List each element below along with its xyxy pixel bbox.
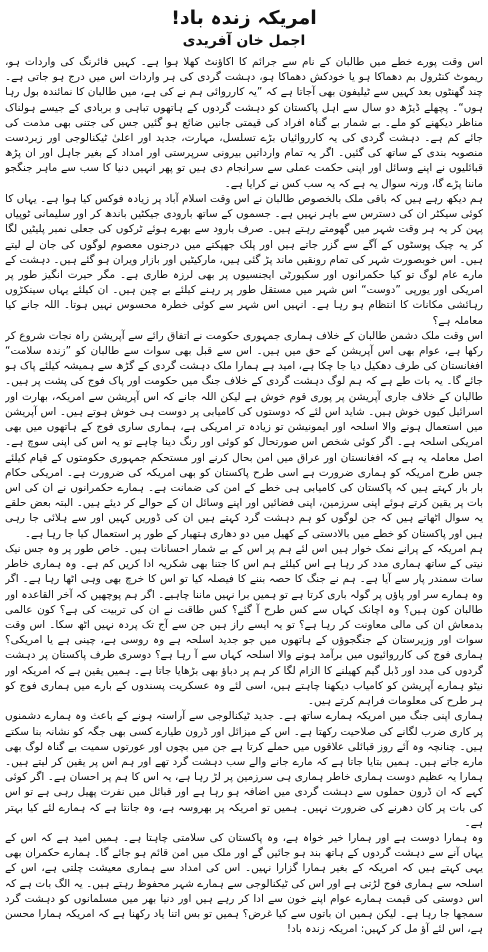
article-paragraph: ہم دیکھ رہے ہیں کہ باقی ملک بالخصوص طالبان نے اس وقت اسلام آباد پر زیادہ فوکس کیا ہوا ہے۔ یہاں کا کوئی سیکٹر ان کی دسترس سے باہر نہیں ہے۔ جسموں کے ساتھ بارودی جیکٹیں باندھ کر اور سلیمانی ٹوپیاں پہن کر یہ ہر وقت شہر میں گھومتے رہتے ہیں۔ صرف بارود سے بھرے ہوئے ٹرکوں کی جعلی نمبر پلیٹیں لگا کر یہ چیک پوسٹوں کے آگے سے گزر جاتے ہیں اور پلک جھپکتے میں درجنوں معصوم لوگوں کی جان لے لیتے ہیں۔ اس خوبصورت شہر کی تمام رونقیں ماند پڑ گئی ہیں، مارکیٹیں اور بازار ویران ہو گئے ہیں۔ دہشت کے مارے عام لوگ تو کیا حکمرانوں اور سکیورٹی ایجنسیوں پر بھی لرزہ طاری ہے۔ مگر حیرت انگیز طور پر امریکی اور یورپی ”دوست“ اس شہر میں مستقل طور پر رہنے کیلئے بے چین ہیں۔ ان کیلئے یہاں سینکڑوں رہائشی مکانات کا انتظام ہو رہا ہے۔ انہیں اس شہر سے کوئی خطرہ محسوس نہیں ہوتا۔ اللہ جانے کیا معاملہ ہے؟ xyxy=(5,192,483,327)
article-paragraph: وہ ہمارا دوست ہے اور ہمارا خیر خواہ ہے، وہ پاکستان کی سلامتی چاہتا ہے۔ ہمیں امید ہے کہ اس کے یہاں آنے سے دہشت گردوں کے ہاتھ بند ہو جائیں گے اور ملک میں امن قائم ہو جائے گا۔ ہمارے حکمران بھی یہی کہتے ہیں کہ امریکہ کے بغیر ہمارا گزارا نہیں۔ اس کی امداد سے ہماری معیشت چلتی ہے، اس کے اسلحہ سے ہماری فوج لڑتی ہے اور اس کی ٹیکنالوجی سے ہمارے شہر محفوظ رہتے ہیں۔ یہ الگ بات ہے کہ اس دوستی کی قیمت ہمارے عوام اپنے خون سے ادا کر رہے ہیں اور دنیا بھر میں مسلمانوں کو دہشت گرد سمجھا جا رہا ہے۔ لیکن ہمیں ان باتوں سے کیا غرض؟ ہمیں تو بس اتنا یاد رکھنا ہے کہ امریکہ ہمارا محسن ہے، اس لئے آؤ مل کر کہیں: امریکہ زندہ باد! xyxy=(5,832,483,936)
article-title: امریکہ زندہ باد! xyxy=(171,7,317,29)
article-paragraph: ہم امریکہ کے پرانے نمک خوار ہیں اس لئے ہم پر اس کے بے شمار احسانات ہیں۔ خاص طور پر وہ جس نیک نیتی کے ساتھ ہماری مدد کر رہا ہے اس کیلئے ہم اس کا جتنا بھی شکریہ ادا کریں کم ہے۔ وہ ہماری خاطر سات سمندر پار سے آیا ہے۔ ہم نے جنگ کا حصہ بننے کا فیصلہ کیا تو اس کا خرچ بھی وہی اٹھا رہا ہے۔ اگر وہ ہمارے سر اور پاؤں پر گولہ باری کرتا ہے تو ہمیں برا نہیں ماننا چاہیے۔ اگر ہم پوچھیں کہ آخر القاعدہ اور طالبان کون ہیں؟ وہ اچانک کہاں سے کس طرح آ گئے؟ کس طاقت نے ان کی تربیت کی ہے؟ کون عالمی بدمعاش ان کی مالی معاونت کر رہا ہے؟ تو یہ ایسے راز ہیں جن سے آج تک پردہ نہیں اٹھ سکا۔ اس وقت سوات اور وزیرستان کے جنگجوؤں کے ہاتھوں میں جو جدید اسلحہ ہے وہ روسی ہے، چینی ہے یا امریکی؟ ہماری فوج کی کارروائیوں میں برآمد ہونے والا اسلحہ کہاں سے آ رہا ہے؟ دوسری طرف پاکستان پر دہشت گردوں کی مدد اور ڈبل گیم کھیلنے کا الزام لگا کر ہم پر دباؤ بھی بڑھایا جاتا ہے۔ ہمیں یقین ہے کہ امریکہ اور نیٹو ہمارے آپریشن کو کامیاب دیکھنا چاہتے ہیں، اسی لئے وہ عسکریت پسندوں کے بارے میں ہماری فوج کو ہر طرح کی معلومات فراہم کرتے ہیں۔ xyxy=(5,542,483,708)
article-paragraph: اس وقت ملک دشمن طالبان کے خلاف ہماری جمہوری حکومت نے اتفاق رائے سے آپریشن راہ نجات شروع کر رکھا ہے، عوام بھی اس آپریشن کے حق میں ہیں۔ اس سے قبل بھی سوات سے طالبان کو ”زندہ سلامت“ افغانستان کی طرف دھکیل دیا جا چکا ہے، امید ہے ہمارا ملک دہشت گردی کے گڑھ سے ہمیشہ کیلئے پاک ہو جائے گا۔ یہ بات طے ہے کہ ہم لوگ دہشت گردی کے خلاف جنگ میں حکومت اور پاک فوج کی پشت پر ہیں۔ طالبان کے خلاف جاری آپریشن پر پوری قوم خوش ہے لیکن اللہ جانے کہ اس آپریشن سے امریکہ، بھارت اور اسرائیل کیوں خوش ہیں۔ شاید اس لئے کہ دوستوں کی کامیابی پر دوست ہی خوش ہوتے ہیں۔ اس آپریشن میں استعمال ہونے والا اسلحہ اور ایمونیشن تو زیادہ تر امریکی ہے، ہماری ساری فوج کے ہاتھوں میں بھی امریکی اسلحہ ہے۔ اگر کوئی شخص اس صورتحال کو کوئی اور رنگ دینا چاہے تو یہ اس کی اپنی سوچ ہے۔ اصل معاملہ یہ ہے کہ افغانستان اور عراق میں امن بحال کرنے اور مستحکم جمہوری حکومتوں کے قیام کیلئے جس طرح امریکہ کو ہماری ضرورت ہے اسی طرح پاکستان کو بھی امریکہ کی ضرورت ہے۔ امریکی حکام بار بار کہتے ہیں کہ پاکستان کی کامیابی ہی خطے کے امن کی ضمانت ہے۔ ہمارے حکمرانوں نے ان کی اس بات پر یقین کرتے ہوئے اپنی سرزمین، اپنی فضائیں اور اپنے وسائل ان کے حوالے کر دیئے ہیں۔ البتہ بعض حلقے یہ سوال اٹھاتے ہیں کہ جن لوگوں کو ہم دہشت گرد کہتے ہیں ان کی ڈوریں کہیں اور سے ہلائی جا رہی ہیں اور پاکستان کو خطے میں بالادستی کے کھیل میں دو دھاری ہتھیار کے طور پر استعمال کیا جا رہا ہے۔ xyxy=(5,329,483,540)
author-byline: اجمل خان آفریدی xyxy=(182,32,306,49)
article-header xyxy=(5,4,483,55)
article-body xyxy=(5,55,483,949)
article-paragraph: اس وقت پورے خطے میں طالبان کے نام سے جرائم کا اکاؤنٹ کھلا ہوا ہے۔ کہیں فائرنگ کی واردات ہو، ریموٹ کنٹرول بم دھماکا ہو یا خودکش دھماکا ہو، دہشت گردی کی ہر واردات اس میں درج ہو جاتی ہے۔ چند گھنٹوں بعد کہیں سے ٹیلیفون بھی آجاتا ہے کہ ”یہ کارروائی ہم نے کی ہے، میں طالبان کا نمائندہ بول رہا ہوں“۔ پچھلے ڈیڑھ دو سال سے اہل پاکستان کو دہشت گردوں کے ہاتھوں تباہی و بربادی کے جیسے ہولناک مناظر دیکھنے کو ملے۔ بے شمار بے گناہ افراد کی قیمتی جانیں ضائع ہو گئیں جس کی جتنی بھی مذمت کی جائے کم ہے۔ دہشت گردی کی یہ کارروائیاں بڑے تسلسل، مہارت، جدید اور اعلیٰ ٹیکنالوجی اور زبردست منصوبہ بندی کے ساتھ کی گئیں۔ اگر یہ تمام وارداتیں بیرونی سرپرستی اور امداد کے بغیر جاہل اور ان پڑھ قبائلیوں نے اپنے وسائل اور اپنی حکمت عملی سے سرانجام دی ہیں تو پھر انہیں دنیا کا سب سے ماہر جنگجو ماننا پڑے گا، ورنہ سوال یہ ہے کہ یہ سب کس نے کرایا ہے۔ xyxy=(5,55,483,190)
article-paragraph: ہماری اپنی جنگ میں امریکہ ہمارے ساتھ ہے۔ جدید ٹیکنالوجی سے آراستہ ہونے کے باعث وہ ہمارے دشمنوں پر کاری ضرب لگانے کی صلاحیت رکھتا ہے۔ اس کے میزائل اور ڈرون طیارے کسی بھی جگہ کو نشانہ بنا سکتے ہیں۔ چنانچہ وہ آئے روز قبائلی علاقوں میں حملے کرتا ہے جن میں بچوں اور عورتوں سمیت بے گناہ لوگ بھی مارے جاتے ہیں۔ ہمیں بتایا جاتا ہے کہ مارے جانے والے سب دہشت گرد تھے اور ہم اس پر یقین کر لیتے ہیں۔ ہمارا یہ عظیم دوست ہماری خاطر ہماری ہی سرزمین پر لڑ رہا ہے، یہ اس کا ہم پر احسان ہے۔ اگر کوئی کہے کہ ان ڈرون حملوں سے دہشت گردی میں اضافہ ہو رہا ہے اور قبائل میں نفرت پھیل رہی ہے تو اس کی بات پر کان دھرنے کی ضرورت نہیں۔ ہمیں تو امریکہ پر بھروسہ ہے، وہ جانتا ہے کہ ہمارے لئے کیا بہتر ہے۔ xyxy=(5,710,483,829)
